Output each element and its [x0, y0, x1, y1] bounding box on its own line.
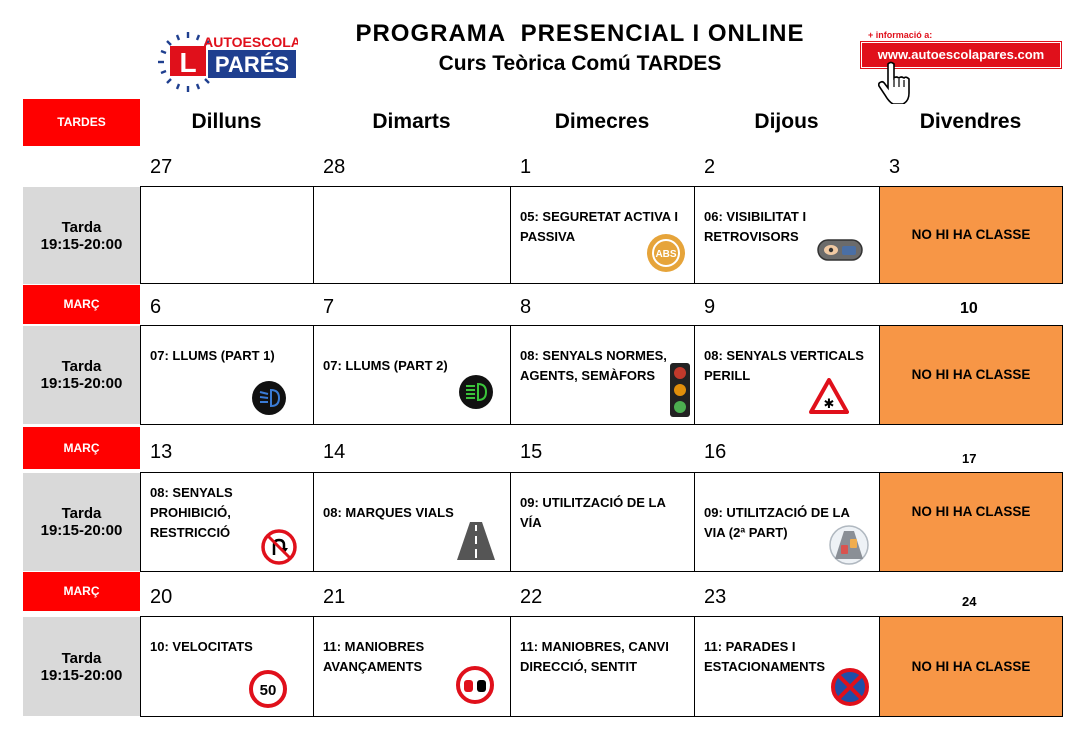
lesson-title: 08: SENYALS PROHIBICIÓ, RESTRICCIÓ [150, 485, 233, 540]
lesson-title: 07: LLUMS (PART 2) [323, 358, 448, 373]
time-range: 19:15-20:00 [40, 235, 123, 253]
month-label: MARÇ [23, 427, 140, 469]
lesson-title: 09: UTILITZACIÓ DE LA VIA (2ª PART) [704, 505, 850, 540]
lesson-title: 11: MANIOBRES AVANÇAMENTS [323, 639, 425, 674]
date-number: 13 [150, 441, 173, 463]
logo-top-text: AUTOESCOLA [203, 34, 298, 50]
lesson-cell [140, 616, 314, 717]
date-number: 6 [150, 296, 162, 318]
no-class-cell [879, 616, 1063, 717]
date-number: 28 [323, 156, 346, 178]
page-title: PROGRAMA PRESENCIAL I ONLINE [355, 20, 805, 47]
date-number: 21 [323, 586, 346, 608]
lesson-title: 08: MARQUES VIALS [323, 505, 454, 520]
time-slot [23, 617, 140, 716]
lesson-cell [694, 325, 880, 425]
lesson-title: 10: VELOCITATS [150, 639, 253, 654]
high-beam-icon [458, 374, 494, 410]
day-friday: Divendres [919, 110, 1022, 133]
lesson-title: 08: SENYALS VERTICALS PERILL [704, 348, 864, 383]
date-number: 3 [889, 156, 901, 178]
day-wednesday: Dimecres [554, 110, 650, 133]
day-thursday: Dijous [754, 110, 819, 133]
time-label: Tarda [61, 218, 102, 236]
lesson-cell-empty [140, 186, 314, 284]
lesson-cell [694, 186, 880, 284]
time-range: 19:15-20:00 [40, 522, 123, 539]
date-number: 15 [520, 441, 543, 463]
lesson-cell [510, 186, 695, 284]
date-number: 22 [520, 586, 543, 608]
speed-limit-sign-icon [249, 670, 287, 708]
time-label: Tarda [61, 505, 102, 522]
month-label: MARÇ [23, 572, 140, 611]
no-overtaking-sign-icon [456, 666, 494, 704]
date-number: 14 [323, 441, 346, 463]
month-label: MARÇ [23, 285, 140, 324]
no-class-label: NO HI HA CLASSE [911, 658, 1031, 674]
no-u-turn-sign-icon [261, 529, 297, 565]
date-number: 27 [150, 156, 173, 178]
time-slot [23, 326, 140, 424]
date-number: 23 [704, 586, 727, 608]
date-number: 20 [150, 586, 173, 608]
logo-name: PARÉS [214, 52, 290, 77]
lesson-title: 06: VISIBILITAT I RETROVISORS [704, 209, 807, 244]
date-number: 7 [323, 296, 335, 318]
date-number: 17 [962, 451, 977, 466]
date-number: 16 [704, 441, 727, 463]
tardes-label: TARDES [23, 99, 140, 146]
time-slot [23, 473, 140, 571]
autoescola-logo [156, 30, 298, 94]
svg-text:✱: ✱ [823, 397, 835, 412]
danger-sign-icon [809, 378, 849, 414]
time-slot [23, 187, 140, 284]
no-stopping-sign-icon [831, 668, 869, 706]
rearview-mirror-icon [817, 237, 863, 263]
road-usage-icon [829, 525, 869, 565]
time-range: 19:15-20:00 [40, 666, 123, 684]
lesson-title: 08: SENYALS NORMES, AGENTS, SEMÀFORS [520, 348, 667, 383]
no-class-label: NO HI HA CLASSE [911, 367, 1031, 382]
date-number: 10 [960, 300, 978, 317]
svg-text:50: 50 [259, 682, 277, 699]
no-class-label: NO HI HA CLASSE [911, 504, 1031, 519]
date-number: 2 [704, 156, 716, 178]
lesson-cell [510, 325, 695, 425]
no-class-label: NO HI HA CLASSE [911, 227, 1031, 242]
day-monday: Dilluns [191, 110, 262, 133]
info-label: + informació a: [868, 30, 933, 40]
lesson-cell [510, 472, 695, 572]
lesson-cell [510, 616, 695, 717]
lesson-cell [694, 616, 880, 717]
lesson-cell [313, 472, 511, 572]
date-number: 8 [520, 296, 532, 318]
website-link[interactable]: www.autoescolapares.com [861, 42, 1061, 68]
page-subtitle: Curs Teòrica Comú TARDES [438, 52, 722, 75]
no-class-cell [879, 472, 1063, 572]
lesson-cell [140, 325, 314, 425]
no-class-cell [879, 186, 1063, 284]
lesson-cell [313, 325, 511, 425]
lesson-title: 11: PARADES I ESTACIONAMENTS [704, 639, 826, 674]
low-beam-icon [251, 380, 287, 416]
lesson-title: 07: LLUMS (PART 1) [150, 348, 275, 363]
lesson-cell [313, 616, 511, 717]
time-label: Tarda [61, 649, 102, 667]
svg-text:ABS: ABS [655, 249, 677, 260]
pointer-hand-icon [878, 60, 914, 104]
date-number: 1 [520, 156, 532, 178]
time-range: 19:15-20:00 [40, 375, 123, 392]
logo-letter: L [179, 47, 197, 78]
time-label: Tarda [61, 358, 102, 375]
lesson-cell [140, 472, 314, 572]
abs-icon [646, 233, 686, 273]
date-number: 24 [962, 594, 977, 609]
road-marking-icon [456, 521, 496, 561]
day-tuesday: Dimarts [372, 110, 451, 133]
lesson-title: 09: UTILITZACIÓ DE LA VÍA [520, 495, 666, 530]
no-class-cell [879, 325, 1063, 425]
logo-graphic [156, 30, 298, 94]
lesson-title: 05: SEGURETAT ACTIVA I PASSIVA [520, 209, 678, 244]
date-number: 9 [704, 296, 716, 318]
lesson-cell [694, 472, 880, 572]
lesson-cell-empty [313, 186, 511, 284]
traffic-light-icon [668, 362, 692, 418]
lesson-title: 11: MANIOBRES, CANVI DIRECCIÓ, SENTIT [520, 639, 669, 674]
